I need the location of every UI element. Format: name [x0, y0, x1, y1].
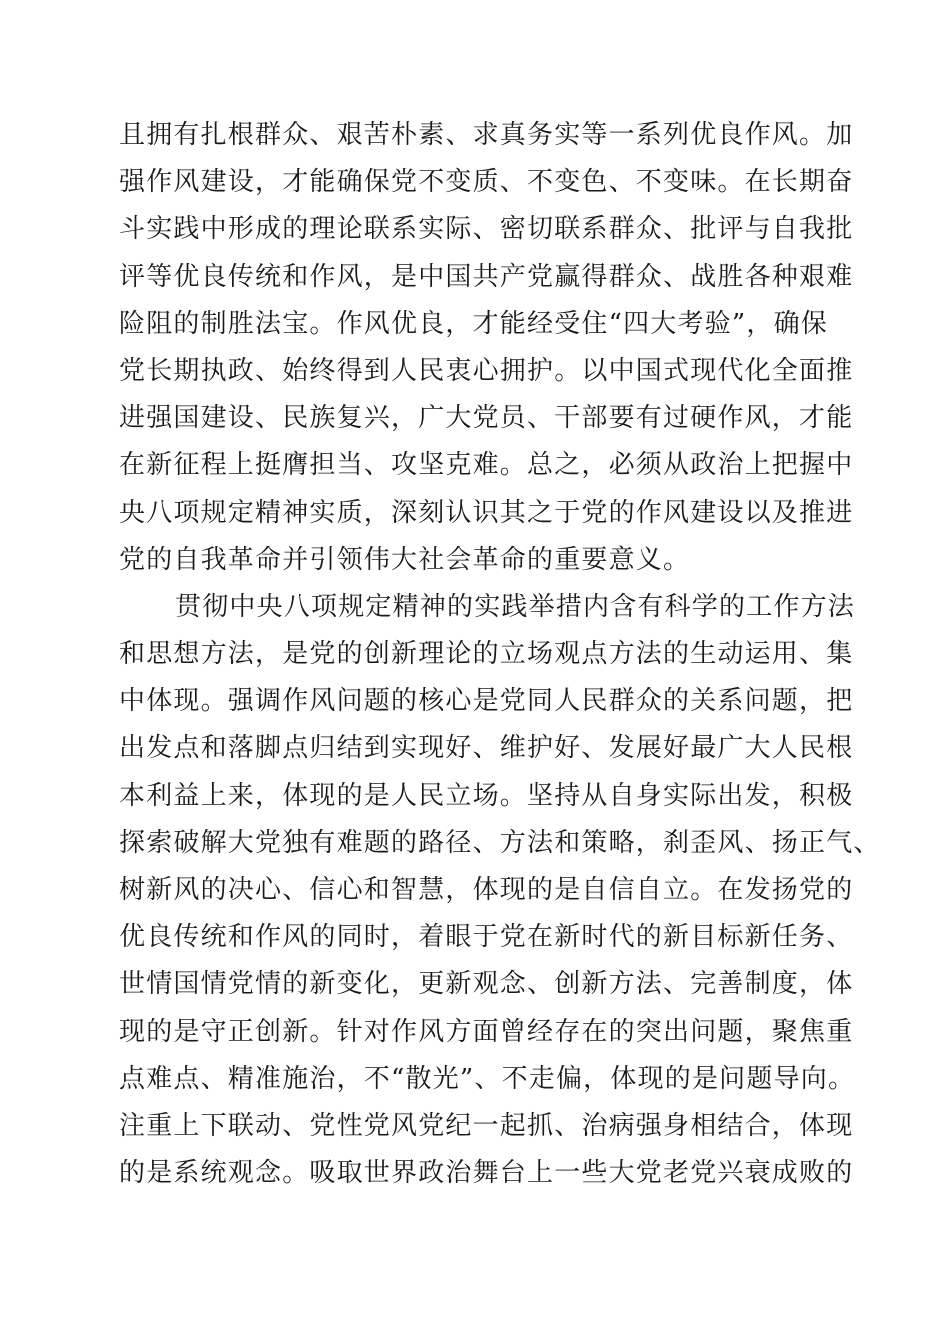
text-line: 树新风的决心、信心和智慧，体现的是自信自立。在发扬党的 [119, 875, 854, 905]
text-line: 在新征程上挺膺担当、攻坚克难。总之，必须从政治上把握中 [119, 450, 854, 481]
text-line: 险阻的制胜法宝。作风优良，才能经受住“四大考验”，确保 [119, 308, 828, 339]
text-line: 现的是守正创新。针对作风方面曾经存在的突出问题，聚焦重 [119, 1016, 854, 1047]
paragraph-1 [119, 112, 854, 584]
text-line: 注重上下联动、党性党风党纪一起抓、治病强身相结合，体现 [119, 1110, 854, 1141]
text-line: 党的自我革命并引领伟大社会革命的重要意义。 [119, 544, 691, 575]
text-line: 本利益上来，体现的是人民立场。坚持从自身实际出发，积极 [119, 780, 854, 811]
text-line: 探索破解大党独有难题的路径、方法和策略，刹歪风、扬正气、 [119, 827, 881, 858]
text-line: 优良传统和作风的同时，着眼于党在新时代的新目标新任务、 [119, 922, 854, 953]
text-line: 世情国情党情的新变化，更新观念、创新方法、完善制度，体 [119, 969, 854, 1000]
body-text [119, 112, 881, 1197]
text-line-first: 贯彻中央八项规定精神的实践举措内含有科学的工作方法 [175, 591, 856, 622]
text-line: 强作风建设，才能确保党不变质、不变色、不变味。在长期奋 [119, 167, 854, 198]
text-line: 的是系统观念。吸取世界政治舞台上一些大党老党兴衰成败的 [119, 1158, 854, 1189]
text-line: 党长期执政、始终得到人民衷心拥护。以中国式现代化全面推 [119, 355, 854, 386]
text-line: 央八项规定精神实质，深刻认识其之于党的作风建设以及推进 [119, 497, 854, 528]
text-line: 斗实践中形成的理论联系实际、密切联系群众、批评与自我批 [119, 214, 854, 245]
text-line: 中体现。强调作风问题的核心是党同人民群众的关系问题，把 [119, 686, 854, 717]
text-line: 进强国建设、民族复兴，广大党员、干部要有过硬作风，才能 [119, 403, 854, 434]
text-line: 且拥有扎根群众、艰苦朴素、求真务实等一系列优良作风。加 [119, 120, 854, 150]
paragraph-2 [119, 584, 881, 1197]
text-line: 出发点和落脚点归结到实现好、维护好、发展好最广大人民根 [119, 733, 854, 764]
text-line: 点难点、精准施治，不“散光”、不走偏，体现的是问题导向。 [119, 1063, 856, 1094]
text-line: 评等优良传统和作风，是中国共产党赢得群众、战胜各种艰难 [119, 261, 854, 292]
text-line: 和思想方法，是党的创新理论的立场观点方法的生动运用、集 [119, 639, 854, 670]
